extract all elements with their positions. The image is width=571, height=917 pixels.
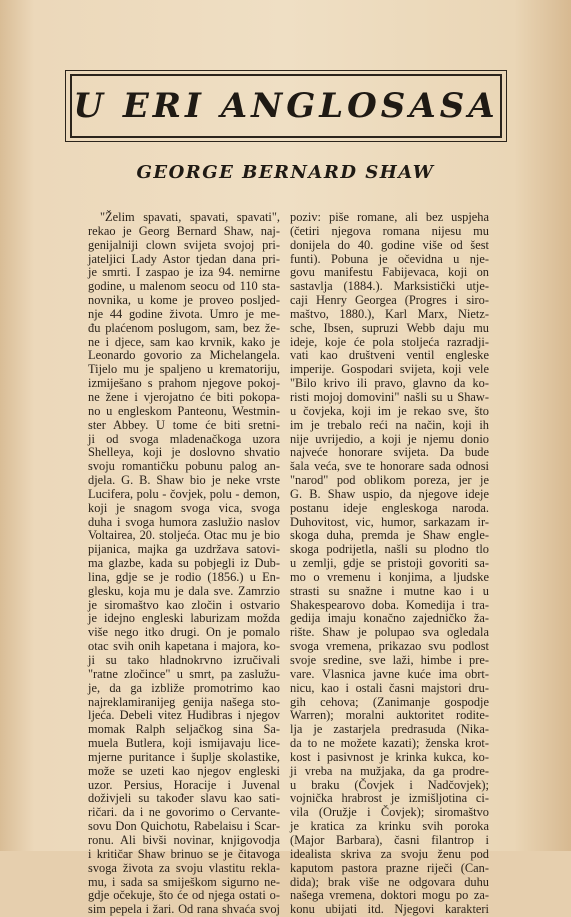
text-line: svoje sredine, sve laži, himbe i pre- — [290, 653, 489, 667]
text-line: nije uvrijedio, a koji je njemu donio — [290, 431, 489, 446]
text-line: izmiješano s prahom njegove pokoj- — [88, 376, 280, 391]
text-line: nicu, kao i ostali časni majstori dru- — [290, 680, 489, 695]
text-line: dida); brak više ne odgovara duhu — [290, 874, 489, 889]
author-heading: GEORGE BERNARD SHAW — [136, 162, 435, 183]
text-line: rište. Shaw je polupao sva ogledala — [290, 625, 489, 640]
text-line: mu, i sada sa smiješkom sigurno ne- — [88, 874, 280, 889]
text-line: strasti su snažne i mutne kao i u — [290, 583, 489, 598]
text-line: im je trebalo reći na način, koji ih — [290, 417, 489, 432]
article-title: U ERI ANGLOSASA — [73, 86, 499, 126]
text-line: momak Ralph seljačkog sina Sa- — [88, 722, 280, 737]
text-line: Shakespearovo doba. Komedija i tra- — [290, 597, 489, 612]
text-line: u braku (Čovjek i Nadčovjek); — [290, 777, 489, 792]
text-line: svoju romantičku pobunu palog an- — [88, 459, 280, 474]
text-line: mjerne puritance i šuplje skolastike, — [88, 749, 280, 764]
text-line: koji je snagom svoga vica, svoga — [88, 500, 280, 515]
text-line: ronu. Ali bivši novinar, knjigovodja — [88, 832, 280, 847]
text-line: sovu Don Quichotu, Rabelaisu i Scar- — [88, 819, 280, 834]
text-line: djela. G. B. Shaw bio je neke vrste — [88, 473, 280, 488]
text-line: mo o vremenu i konjima, a ljudske — [290, 569, 489, 584]
text-line: Lucifera, polu - čovjek, polu - demon, — [88, 486, 280, 501]
text-line: sim pepela i žari. Od rana shvaća svoj — [88, 902, 280, 917]
text-line: u čovjeka, koji im je rekao sve, što — [290, 403, 489, 418]
text-line: vila (Oružje i Čovjek); siromaštvo — [290, 805, 489, 820]
text-line: je, da ga izbliže promotrimo kao — [88, 680, 280, 695]
text-line: caji Henry Georgea (Progres i siro- — [290, 293, 489, 308]
text-line: ne žene i vjerojatno će biti pokopa- — [88, 389, 280, 404]
text-line: rekao je Georg Bernard Shaw, naj- — [88, 223, 280, 238]
text-line: idealista skriva za svoju ženu pod — [290, 846, 489, 861]
text-line: đu plaćenom poslugom, sam, bez že- — [88, 320, 280, 335]
text-line: više nego itko drugi. On je pomalo — [88, 625, 280, 640]
text-line: ljeća. Debeli vitez Hudibras i njegov — [88, 708, 280, 723]
text-line: ji vreba na mužjaka, da ga prodre- — [290, 763, 489, 778]
text-line: glesku, koja mu je dala sve. Zamrzio — [88, 583, 280, 598]
text-line: ster Abbey. U tome će biti sretni- — [88, 417, 280, 432]
text-line: ji su tako hladnokrvno izručivali — [88, 653, 280, 667]
text-line: "Želim spavati, spavati, spavati", — [100, 210, 280, 224]
text-line: našega vremena, doktori mogu po za- — [290, 888, 489, 903]
text-line: Shelleya, koji je doslovno shvatio — [88, 445, 280, 460]
text-line: muela Butlera, koji ismijavaju licе- — [88, 736, 280, 751]
text-line: je kratica za krinku svih poroka — [290, 819, 489, 834]
text-line: godine, u malenom seocu od 110 sta- — [88, 279, 280, 294]
text-line: u zemlji, gdje se pristoji govoriti sa- — [290, 556, 489, 571]
text-column-left — [88, 211, 280, 917]
text-line: pijanica, majka ga uzdržava satovi- — [88, 542, 280, 557]
text-line: je siromaštvo kao zločin i ostvario — [88, 597, 280, 612]
text-line: lja je zastarjela predrasuda (Nika- — [290, 722, 489, 737]
text-line: novnika, u kome je proveo poslјed- — [88, 293, 280, 308]
text-line: jateljici Lady Astor tjedan dana pri- — [88, 251, 280, 266]
text-line: svoga života za svoju vlastitu rekla- — [88, 860, 280, 875]
text-line: kost i pasivnost je krinka kukca, ko- — [290, 749, 489, 764]
text-line: "Bilo krivo ili pravo, glavno da ko- — [290, 376, 489, 391]
text-line: ideje, koje će pola stoljeća razradji- — [290, 334, 489, 349]
text-line: vojnička hrabrost je izmišljotina ci- — [290, 791, 489, 806]
text-line: je idejno engleski laburizam možda — [88, 611, 280, 626]
text-line: ričari. da i ne govorimo o Cervante- — [88, 805, 280, 820]
text-line: poziv: piše romane, ali bez uspjeha — [290, 210, 489, 224]
text-line: otac svih onih kapetana i majora, ko- — [88, 639, 280, 654]
text-line: ma glazbe, kada su pobjegli iz Dub- — [88, 556, 280, 571]
text-line: gedija imaju konačno zajedničko ža- — [290, 611, 489, 626]
text-line: funti). Pobuna je očevidna u nje- — [290, 251, 489, 266]
text-line: može se uzeti kao njegov engleski — [88, 763, 280, 778]
text-line: gdje očekuje, što će od njega ostati o- — [88, 888, 280, 903]
text-line: vare. Vlasnica javne kuće ima obrt- — [290, 666, 489, 681]
text-line: Tijelo mu je spaljeno u krematoriju, — [88, 362, 280, 377]
text-line: ne i djece, sam kao krvnik, kako je — [88, 334, 280, 349]
title-frame — [70, 74, 502, 138]
text-line: svoga vremena, prikazao svu podlost — [290, 639, 489, 654]
text-line: gih cehova; (Zanimanje gospodje — [290, 694, 489, 709]
text-line: donijela do 40. godine više od šest — [290, 237, 489, 252]
text-line: risti mojoj domovini" našli su u Shaw- — [290, 389, 489, 404]
text-line: uzor. Persius, Horacije i Juvenal — [88, 777, 280, 792]
text-line: G. B. Shaw uspio, da njegove ideje — [290, 486, 489, 501]
text-line: no u engleskom Panteonu, Westmin- — [88, 403, 280, 418]
text-line: "ratne zločince" u smrt, pa zaslužu- — [88, 666, 280, 681]
text-line: sche, Ibsen, supruzi Webb daju mu — [290, 320, 489, 335]
text-line: genijalniji clown svijeta svojoj pri- — [88, 237, 280, 252]
text-line: Warren); moralni auktoritet rodite- — [290, 708, 489, 723]
text-line: skoga duha, premda je Shaw engle- — [290, 528, 489, 543]
text-line: Leonardo govorio za Michelangela. — [88, 348, 280, 363]
text-line: vati kao društveni ventil engleske — [290, 348, 489, 363]
text-line: šala veća, sve te honorare sada odnosi — [290, 459, 489, 474]
text-line: najveće honorare svijeta. Da bude — [290, 445, 489, 460]
text-line: konu ubijati itd. Njegovi karakteri — [290, 902, 489, 917]
text-line: postanu ideje engleskoga naroda. — [290, 500, 489, 515]
text-line: lina, gdje se je rodio (1856.) u En- — [88, 569, 280, 584]
text-line: nje 44 godine života. Umro je me- — [88, 306, 280, 321]
text-line: skoga podrijetla, našli su plodno tlo — [290, 542, 489, 557]
text-line: sastavlja (1884.). Marksistički utje- — [290, 279, 489, 294]
text-line: je smrti. I zaspao je iza 94. nemirne — [88, 265, 280, 280]
text-line: Voltairea, 20. stoljeća. Otac mu je bio — [88, 528, 280, 543]
text-column-right — [290, 211, 489, 917]
text-line: imperije. Gospodari svijeta, koji vele — [290, 362, 489, 377]
text-line: govu manifestu Fabijevaca, koji on — [290, 265, 489, 280]
text-line: kaputom pastora prazne riječi (Can- — [290, 860, 489, 875]
text-line: Duhovitost, vic, humor, sarkazam ir- — [290, 514, 489, 529]
text-line: (četiri njegova romana nijesu mu — [290, 223, 489, 238]
text-line: najreklamiranijeg genija našega sto- — [88, 694, 280, 709]
text-line: duha i svoga humora zaslužio naslov — [88, 514, 280, 529]
text-line: doživjeli su također slavu kao sati- — [88, 791, 280, 806]
text-line: (Major Barbara), časni filantrop i — [290, 832, 489, 847]
text-line: maštvo, 1880.), Karl Marx, Nietz- — [290, 306, 489, 321]
text-line: "narod" pod oblikom poreza, jer je — [290, 473, 489, 488]
text-line: ji od svoga mladenačkoga uzora — [88, 431, 280, 446]
text-line: i kritičar Shaw brinuo se je čitavoga — [88, 846, 280, 861]
text-line: da to ne možete kazati); ženska krot- — [290, 736, 489, 751]
